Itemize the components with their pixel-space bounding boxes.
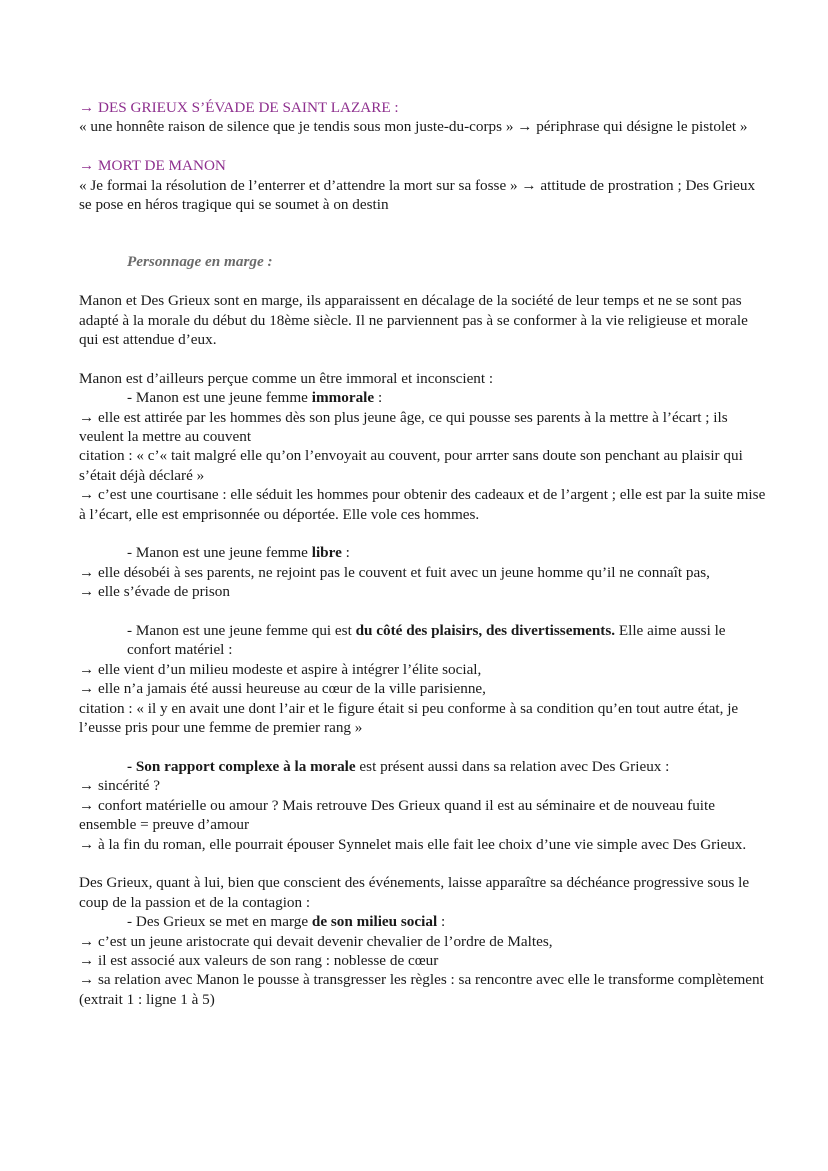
bullet-morale: - Son rapport complexe à la morale est présent aussi dans sa relation avec Des Grieux : [127,757,670,775]
line-milieu-3: → sa relation avec Manon le pousse à transgresser les règles : sa rencontre avec elle le transforme complètement (extrait 1 : ligne 1 à 5) [79,971,764,1008]
line-milieu-1: → c’est un jeune aristocrate qui devait devenir chevalier de l’ordre de Maltes, [79,932,553,950]
paragraph-intro: Manon et Des Grieux sont en marge, ils apparaissent en décalage de la société de leur temps et ne se sont pas adapté à la morale du début du 18ème siècle. Il ne parviennent pas à se conformer à la vie religieuse et morale qui est attendue d’eux. [79,292,748,349]
paragraph-manon-intro: Manon est d’ailleurs perçue comme un être immoral et inconscient : [79,369,494,387]
line-immorale-1: → elle est attirée par les hommes dès son plus jeune âge, ce qui pousse ses parents à la mettre à l’écart ; ils veulent la mettre au couvent [79,408,728,446]
paragraph-dg-intro: Des Grieux, quant à lui, bien que conscient des événements, laisse apparaître sa déchéance progressive sous le coup de la passion et de la contagion : [79,874,750,911]
bullet-plaisirs: - Manon est une jeune femme qui est du côté des plaisirs, des divertissements. Elle aime aussi le confort matériel : [127,622,726,659]
document-body [79,98,769,1009]
subtitle-personnage: Personnage en marge : [127,253,273,271]
line-immorale-3: → c’est une courtisane : elle séduit les hommes pour obtenir des cadeaux et de l’argent ; elle est par la suite mise à l’écart, elle est emprisonnée ou déportée. Elle vole ces hommes. [79,486,766,523]
bullet-milieu: - Des Grieux se met en marge de son milieu social : [127,913,446,931]
citation-plaisirs: citation : « il y en avait une dont l’air et le figure était si peu conforme à sa condition qu’en tout autre état, je l’eusse pris pour une femme de premier rang » [79,699,739,737]
bullet-libre: - Manon est une jeune femme libre : [127,544,350,562]
citation-immorale: citation : « c’« tait malgré elle qu’on l’envoyait au couvent, pour arrter sans doute son penchant au plaisir qui s’était déjà déclaré » [79,447,743,484]
line-plaisirs-2: → elle n’a jamais été aussi heureuse au cœur de la ville parisienne, [79,680,486,698]
paragraph-evasion: « une honnête raison de silence que je tendis sous mon juste-du-corps » → périphrase qui désigne le pistolet » [79,118,748,136]
section-heading-mort: → MORT DE MANON [79,157,226,175]
line-morale-2: → confort matérielle ou amour ? Mais retrouve Des Grieux quand il est au séminaire et de nouveau fuite ensemble = preuve d’amour [79,796,715,834]
line-plaisirs-1: → elle vient d’un milieu modeste et aspire à intégrer l’élite social, [79,660,482,678]
line-libre-1: → elle désobéi à ses parents, ne rejoint pas le couvent et fuit avec un jeune homme qu’il ne connaît pas, [79,563,710,581]
paragraph-mort: « Je formai la résolution de l’enterrer et d’attendre la mort sur sa fosse » → attitude de prostration ; Des Grieux se pose en héros tragique qui se soumet à on destin [79,176,756,214]
line-libre-2: → elle s’évade de prison [79,583,230,601]
section-heading-evasion: → DES GRIEUX S’ÉVADE DE SAINT LAZARE : [79,99,399,116]
line-morale-3: → à la fin du roman, elle pourrait épouser Synnelet mais elle fait lee choix d’une vie simple avec Des Grieux. [79,835,747,853]
bullet-immorale: - Manon est une jeune femme immorale : [127,389,383,407]
line-morale-1: → sincérité ? [79,777,160,795]
line-milieu-2: → il est associé aux valeurs de son rang : noblesse de cœur [79,951,439,969]
